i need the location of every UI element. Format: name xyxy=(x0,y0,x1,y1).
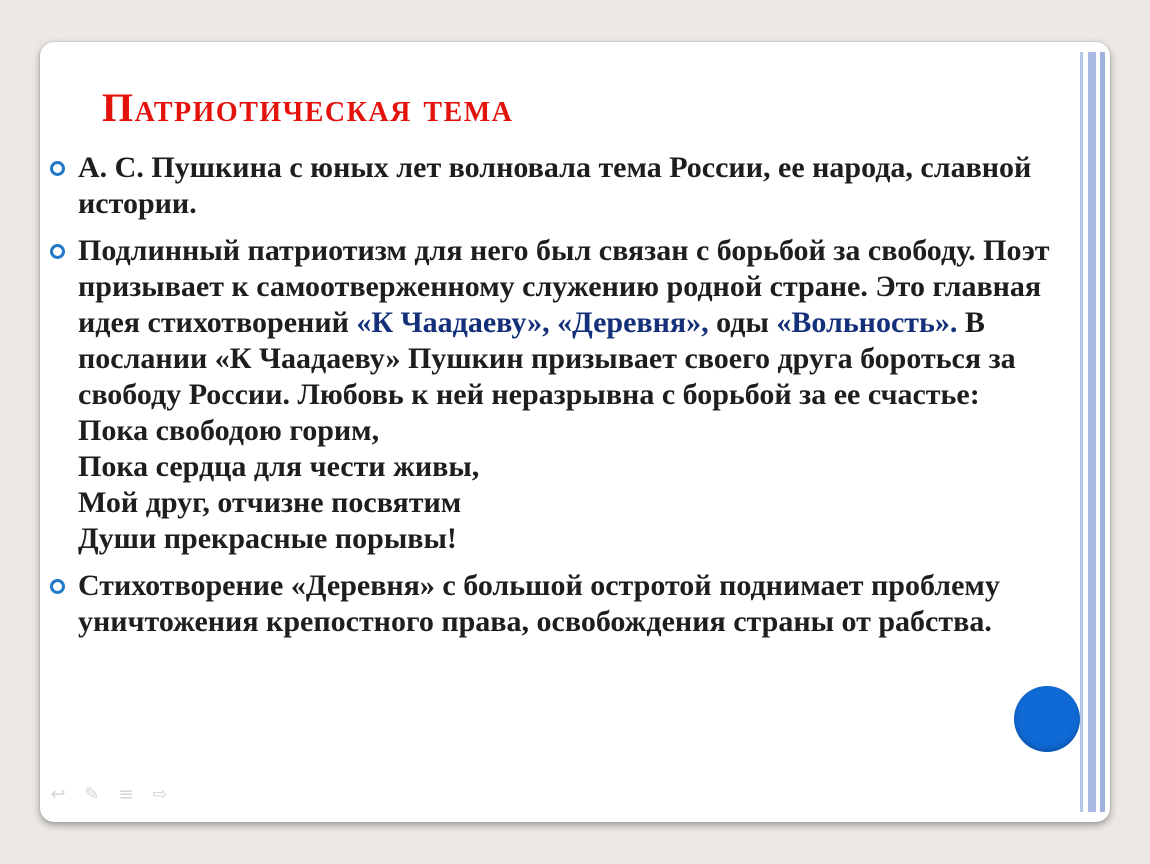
verse-line-1: Пока свободою горим, xyxy=(78,414,380,447)
poem-titles-chaadaev-derevnya: «К Чаадаеву», «Деревня», xyxy=(356,306,709,339)
verse-line-2: Пока сердца для чести живы, xyxy=(78,450,480,483)
verse-line-3: Мой друг, отчизне посвятим xyxy=(78,486,462,519)
menu-icon[interactable]: ≡ xyxy=(118,784,134,805)
paragraph-2 xyxy=(50,233,1050,557)
decorative-stripes xyxy=(1080,52,1110,812)
decorative-circle xyxy=(1014,686,1080,752)
paragraph-3 xyxy=(50,568,1050,640)
pen-icon[interactable]: ✎ xyxy=(84,784,100,805)
next-icon[interactable]: ⇨ xyxy=(152,784,168,805)
slide-body xyxy=(50,150,1050,651)
paragraph-2-text-part2: оды xyxy=(708,306,777,339)
bullet-circle-icon xyxy=(50,579,65,594)
slide xyxy=(40,42,1110,822)
ode-title-volnost: «Вольность». xyxy=(776,306,958,339)
bullet-circle-icon xyxy=(50,244,65,259)
paragraph-3-text: Стихотворение «Деревня» с большой остротой поднимает проблему уничтожения крепостного права, освобождения страны от рабства. xyxy=(78,569,1000,638)
previous-icon[interactable]: ↩ xyxy=(50,784,66,805)
bullet-circle-icon xyxy=(50,161,65,176)
verse-line-4: Души прекрасные порывы! xyxy=(78,522,457,555)
paragraph-1-text: А. С. Пушкина с юных лет волновала тема России, ее народа, славной истории. xyxy=(78,151,1032,220)
slide-title: Патриотическая тема xyxy=(102,85,514,130)
paragraph-2-text-part3: В послании «К Чаадаеву» Пушкин призывает своего друга бороться за свободу России. Любовь к ней неразрывна с борьбой за ее счастье: xyxy=(78,306,1016,411)
slideshow-nav xyxy=(46,784,172,805)
paragraph-2-text-part1: Подлинный патриотизм для него был связан с борьбой за свободу. Поэт призывает к самоотверженному служению родной стране. Это главная идея стихотворений xyxy=(78,234,1050,339)
paragraph-1 xyxy=(50,150,1050,222)
